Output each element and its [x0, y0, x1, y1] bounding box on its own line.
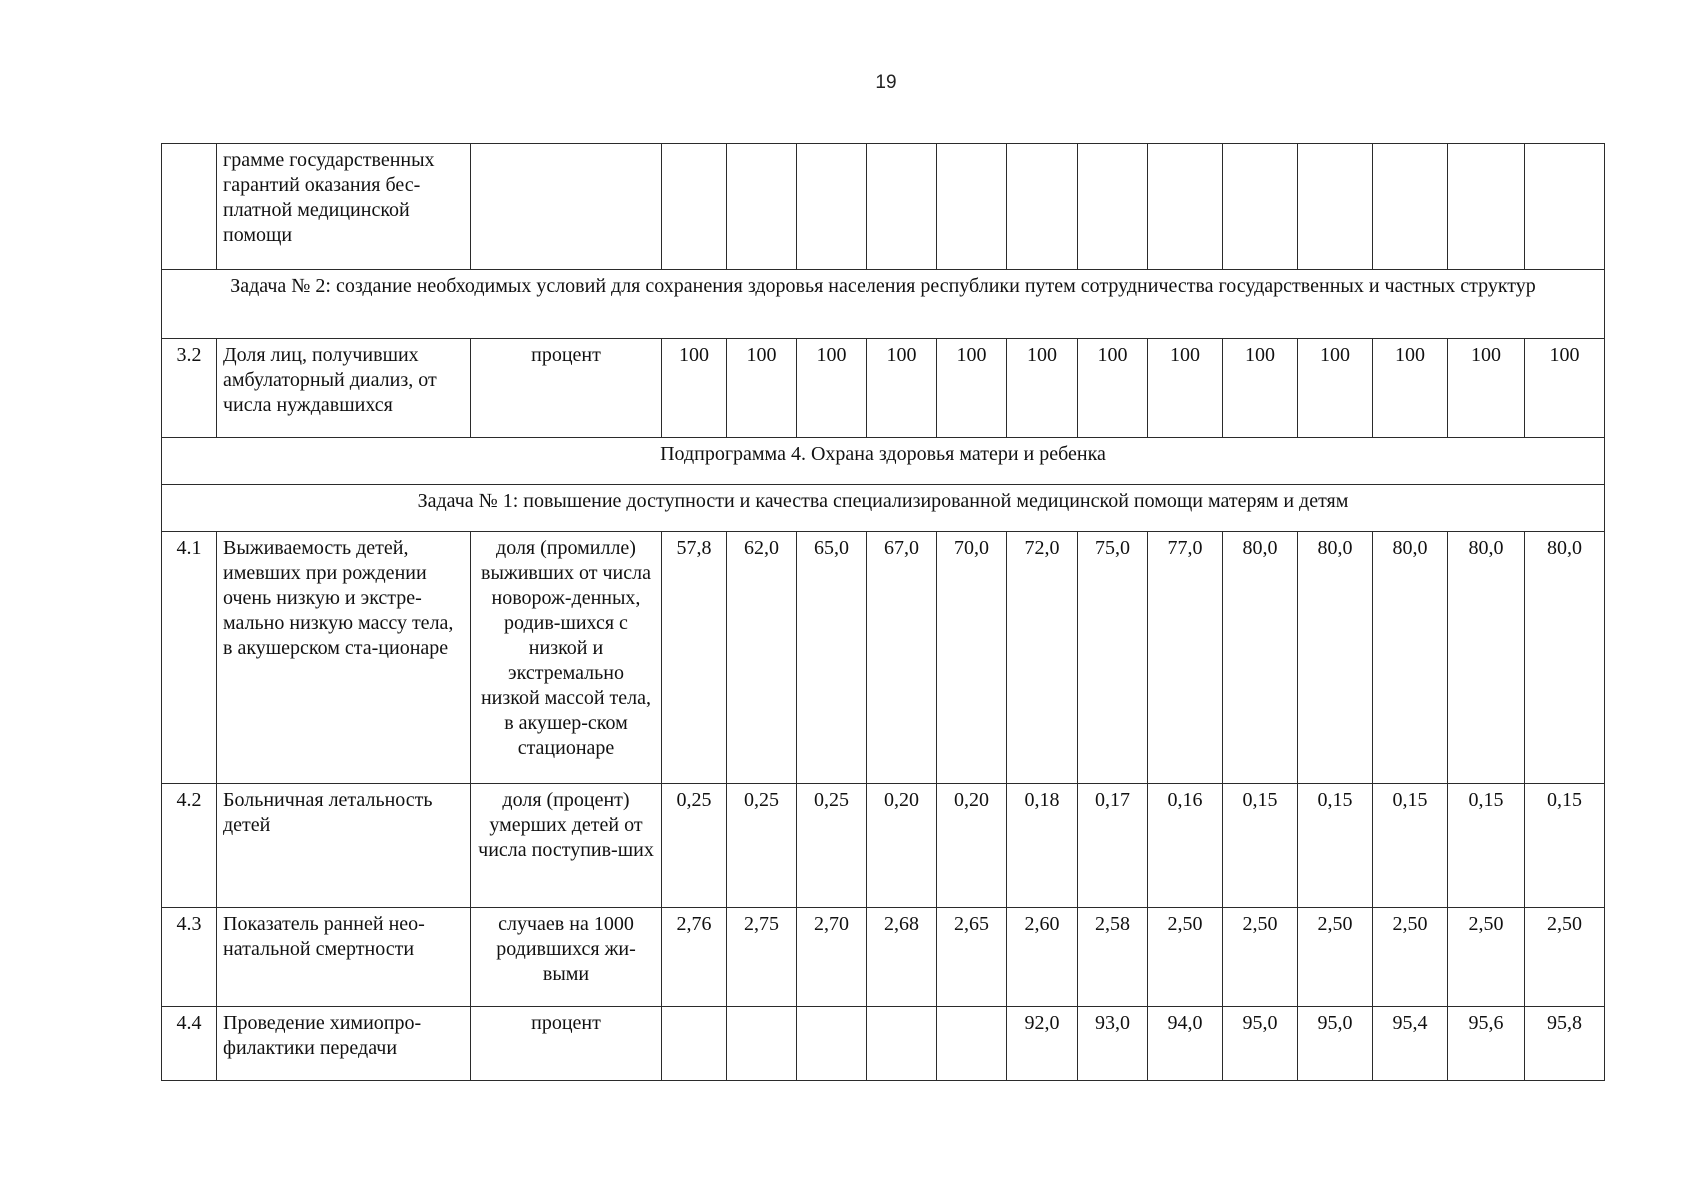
- value-cell: 92,0: [1007, 1007, 1078, 1081]
- task-heading-2: Задача № 2: создание необходимых условий для сохранения здоровья населения республики путем сотрудничества государственных и частных структур: [162, 270, 1605, 339]
- value-cell: 93,0: [1078, 1007, 1148, 1081]
- subprogram-heading: Подпрограмма 4. Охрана здоровья матери и ребенка: [162, 438, 1605, 485]
- table-row-indicator: [162, 532, 1605, 784]
- indicators-table: [161, 143, 1605, 1081]
- value-cell: 100: [1223, 339, 1298, 438]
- value-cell: 95,8: [1525, 1007, 1605, 1081]
- value-cell: 0,20: [867, 784, 937, 908]
- value-cell: [1298, 144, 1373, 270]
- value-cell: 100: [1007, 339, 1078, 438]
- value-cell: 65,0: [797, 532, 867, 784]
- row-index: [162, 144, 217, 270]
- task-row: [162, 485, 1605, 532]
- value-cell: [662, 144, 727, 270]
- value-cell: 100: [1448, 339, 1525, 438]
- value-cell: [867, 1007, 937, 1081]
- indicator-unit: [471, 144, 662, 270]
- value-cell: 2,65: [937, 908, 1007, 1007]
- value-cell: 0,15: [1448, 784, 1525, 908]
- value-cell: 2,50: [1148, 908, 1223, 1007]
- value-cell: 2,50: [1298, 908, 1373, 1007]
- value-cell: [1148, 144, 1223, 270]
- value-cell: 2,50: [1525, 908, 1605, 1007]
- value-cell: 0,17: [1078, 784, 1148, 908]
- value-cell: [1007, 144, 1078, 270]
- value-cell: 0,20: [937, 784, 1007, 908]
- value-cell: 2,50: [1448, 908, 1525, 1007]
- value-cell: 100: [1373, 339, 1448, 438]
- indicator-unit: процент: [471, 339, 662, 438]
- value-cell: 75,0: [1078, 532, 1148, 784]
- value-cell: 80,0: [1525, 532, 1605, 784]
- row-index: 4.4: [162, 1007, 217, 1081]
- value-cell: 100: [1078, 339, 1148, 438]
- value-cell: 2,75: [727, 908, 797, 1007]
- value-cell: [1373, 144, 1448, 270]
- indicator-name: Проведение химиопро-филактики передачи: [217, 1007, 471, 1081]
- value-cell: [937, 1007, 1007, 1081]
- value-cell: 0,15: [1373, 784, 1448, 908]
- indicator-name: грамме государственных гарантий оказания бес-платной медицинской помощи: [217, 144, 471, 270]
- indicator-unit: процент: [471, 1007, 662, 1081]
- value-cell: [662, 1007, 727, 1081]
- value-cell: 0,25: [797, 784, 867, 908]
- value-cell: 0,15: [1298, 784, 1373, 908]
- value-cell: 100: [1298, 339, 1373, 438]
- value-cell: 95,0: [1298, 1007, 1373, 1081]
- value-cell: 62,0: [727, 532, 797, 784]
- value-cell: 95,0: [1223, 1007, 1298, 1081]
- row-index: 4.3: [162, 908, 217, 1007]
- value-cell: 2,76: [662, 908, 727, 1007]
- indicator-name: Выживаемость детей, имевших при рождении очень низкую и экстре-мально низкую массу тела, в акушерском ста-ционаре: [217, 532, 471, 784]
- value-cell: [1078, 144, 1148, 270]
- value-cell: 100: [867, 339, 937, 438]
- value-cell: 80,0: [1298, 532, 1373, 784]
- value-cell: 2,50: [1373, 908, 1448, 1007]
- row-index: 4.2: [162, 784, 217, 908]
- value-cell: [797, 144, 867, 270]
- indicators-table-body: [162, 144, 1605, 1081]
- value-cell: 0,16: [1148, 784, 1223, 908]
- value-cell: 72,0: [1007, 532, 1078, 784]
- value-cell: 0,25: [662, 784, 727, 908]
- value-cell: 80,0: [1373, 532, 1448, 784]
- indicator-unit: случаев на 1000 родившихся жи-выми: [471, 908, 662, 1007]
- value-cell: 2,50: [1223, 908, 1298, 1007]
- value-cell: 57,8: [662, 532, 727, 784]
- value-cell: 70,0: [937, 532, 1007, 784]
- indicator-unit: доля (промилле) выживших от числа новорож-денных, родив-шихся с низкой и экстремально низкой массой тела, в акушер-ском стационаре: [471, 532, 662, 784]
- indicator-name: Показатель ранней нео-натальной смертности: [217, 908, 471, 1007]
- value-cell: 0,15: [1223, 784, 1298, 908]
- value-cell: 100: [797, 339, 867, 438]
- value-cell: [937, 144, 1007, 270]
- value-cell: 67,0: [867, 532, 937, 784]
- value-cell: 94,0: [1148, 1007, 1223, 1081]
- row-index: 4.1: [162, 532, 217, 784]
- value-cell: [1448, 144, 1525, 270]
- table-row-indicator: [162, 908, 1605, 1007]
- table-row-indicator: [162, 339, 1605, 438]
- value-cell: 100: [727, 339, 797, 438]
- value-cell: [797, 1007, 867, 1081]
- value-cell: 80,0: [1448, 532, 1525, 784]
- value-cell: 2,58: [1078, 908, 1148, 1007]
- value-cell: 100: [937, 339, 1007, 438]
- value-cell: 80,0: [1223, 532, 1298, 784]
- indicator-name: Больничная летальность детей: [217, 784, 471, 908]
- value-cell: 100: [662, 339, 727, 438]
- value-cell: [727, 1007, 797, 1081]
- value-cell: 0,18: [1007, 784, 1078, 908]
- indicator-name: Доля лиц, получивших амбулаторный диализ, от числа нуждавшихся: [217, 339, 471, 438]
- value-cell: 95,6: [1448, 1007, 1525, 1081]
- value-cell: 0,15: [1525, 784, 1605, 908]
- value-cell: 2,60: [1007, 908, 1078, 1007]
- value-cell: [1223, 144, 1298, 270]
- task-row: [162, 270, 1605, 339]
- value-cell: [1525, 144, 1605, 270]
- task-heading-1: Задача № 1: повышение доступности и качества специализированной медицинской помощи матерям и детям: [162, 485, 1605, 532]
- value-cell: 100: [1148, 339, 1223, 438]
- value-cell: 2,70: [797, 908, 867, 1007]
- value-cell: 0,25: [727, 784, 797, 908]
- value-cell: [867, 144, 937, 270]
- table-row-indicator: [162, 1007, 1605, 1081]
- table-row-indicator: [162, 784, 1605, 908]
- value-cell: 95,4: [1373, 1007, 1448, 1081]
- value-cell: 100: [1525, 339, 1605, 438]
- value-cell: 2,68: [867, 908, 937, 1007]
- indicator-unit: доля (процент) умерших детей от числа поступив-ших: [471, 784, 662, 908]
- page-number: 19: [875, 72, 897, 93]
- value-cell: [727, 144, 797, 270]
- table-row-continuation: [162, 144, 1605, 270]
- value-cell: 77,0: [1148, 532, 1223, 784]
- row-index: 3.2: [162, 339, 217, 438]
- subprogram-row: [162, 438, 1605, 485]
